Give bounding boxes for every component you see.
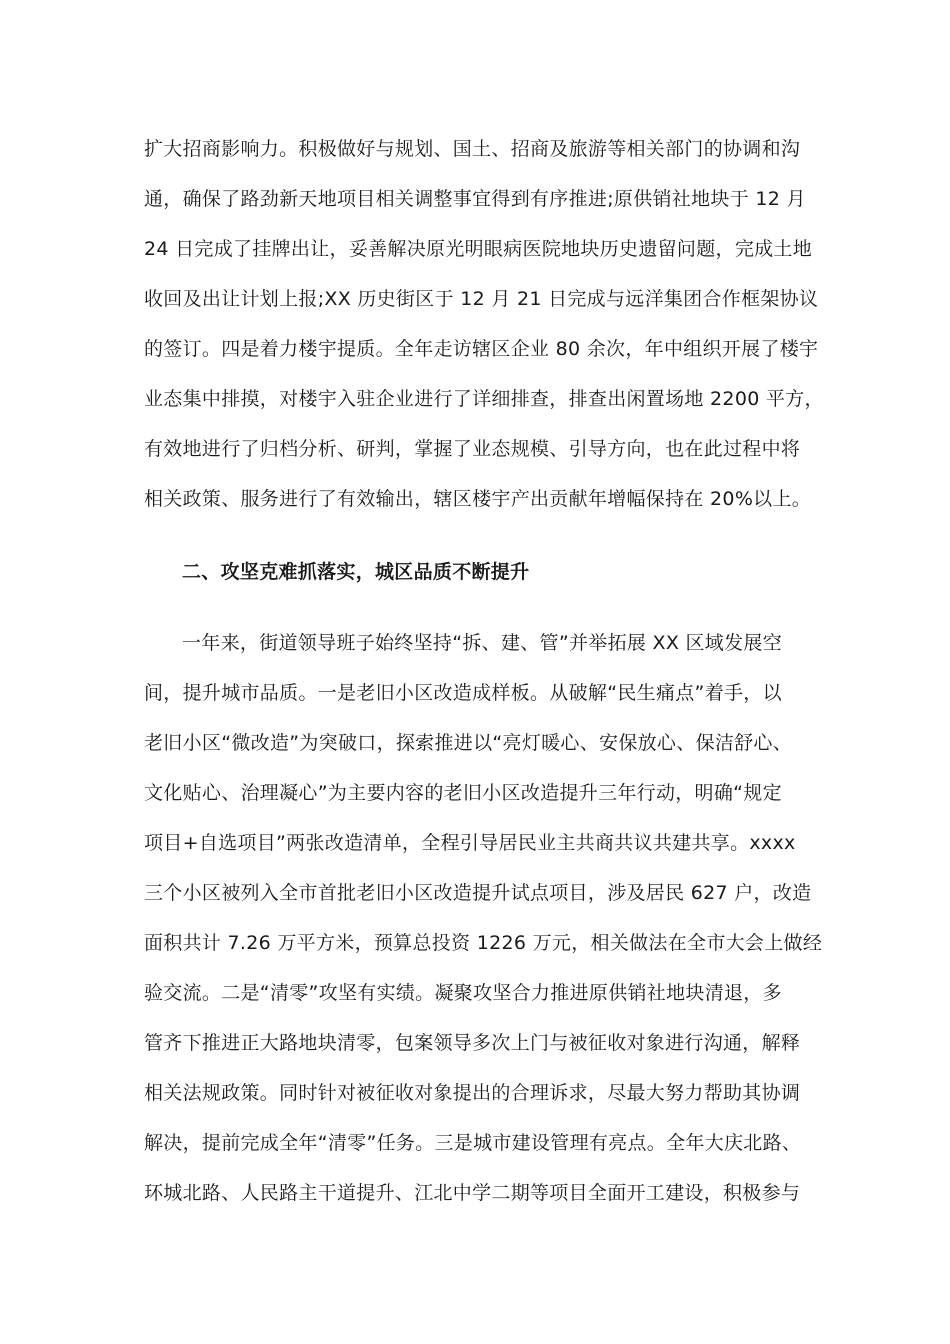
text-line: 面积共计 7.26 万平方米，预算总投资 1226 万元，相关做法在全市大会上做经 (144, 932, 823, 954)
text-line: 24 日完成了挂牌出让，妥善解决原光明眼病医院地块历史遗留问题，完成土地 (144, 238, 813, 260)
section-heading: 二、攻坚克难抓落实，城区品质不断提升 (182, 561, 530, 583)
text-line: 老旧小区“微改造”为突破口，探索推进以“亮灯暖心、安保放心、保洁舒心、 (144, 732, 793, 754)
text-line: 扩大招商影响力。积极做好与规划、国土、招商及旅游等相关部门的协调和沟 (144, 138, 801, 160)
text-line: 间，提升城市品质。一是老旧小区改造成样板。从破解“民生痛点”着手，以 (144, 682, 782, 704)
text-line: 相关政策、服务进行了有效输出，辖区楼宇产出贡献年增幅保持在 20%以上。 (144, 488, 812, 510)
text-line: 三个小区被列入全市首批老旧小区改造提升试点项目，涉及居民 627 户，改造 (144, 882, 812, 904)
text-line: 项目+自选项目”两张改造清单，全程引导居民业主共商共议共建共享。xxxx (144, 832, 796, 854)
text-line: 收回及出让计划上报;XX 历史街区于 12 月 21 日完成与远洋集团合作框架协议 (144, 288, 819, 310)
text-line: 管齐下推进正大路地块清零，包案领导多次上门与被征收对象进行沟通，解释 (144, 1032, 801, 1054)
text-line: 验交流。二是“清零”攻坚有实绩。凝聚攻坚合力推进原供销社地块清退，多 (144, 982, 782, 1004)
text-line: 业态集中排摸，对楼宇入驻企业进行了详细排查，排查出闲置场地 2200 平方， (144, 388, 824, 410)
text-line: 环城北路、人民路主干道提升、江北中学二期等项目全面开工建设，积极参与 (144, 1182, 801, 1204)
text-line: 解决，提前完成全年“清零”任务。三是城市建设管理有亮点。全年大庆北路、 (144, 1132, 802, 1154)
text-line: 有效地进行了归档分析、研判，掌握了业态规模、引导方向，也在此过程中将 (144, 438, 801, 460)
text-line: 的签订。四是着力楼宇提质。全年走访辖区企业 80 余次，年中组织开展了楼宇 (144, 338, 819, 360)
text-line: 一年来，街道领导班子始终坚持“拆、建、管”并举拓展 XX 区域发展空 (182, 632, 782, 654)
text-line: 通，确保了路劲新天地项目相关调整事宜得到有序推进;原供销社地块于 12 月 (144, 188, 806, 210)
text-line: 文化贴心、治理凝心”为主要内容的老旧小区改造提升三年行动，明确“规定 (144, 782, 782, 804)
text-line: 相关法规政策。同时针对被征收对象提出的合理诉求，尽最大努力帮助其协调 (144, 1082, 801, 1104)
